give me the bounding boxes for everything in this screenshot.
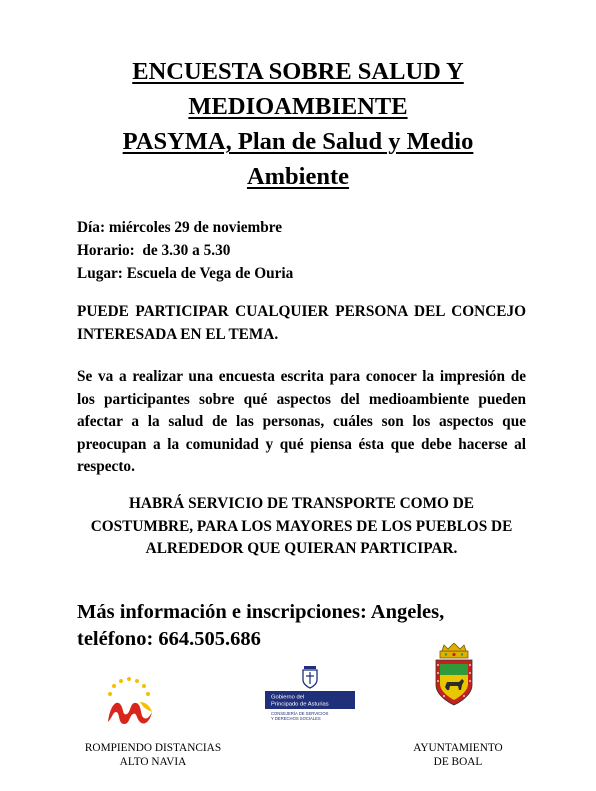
principado-asturias-logo — [265, 662, 355, 732]
contact-info — [77, 599, 444, 653]
government-line-3: CONSEJERÍA DE SERVICIOS — [271, 711, 329, 716]
title-line-3: PASYMA, Plan de Salud y Medio — [122, 128, 474, 155]
star-ring — [108, 677, 150, 696]
contact-phone: teléfono: 664.505.686 — [77, 628, 261, 650]
caption-left-line-1: ROMPIENDO DISTANCIAS — [84, 742, 222, 754]
event-details — [77, 216, 293, 285]
government-line-1: Gobierno del — [271, 694, 305, 701]
government-line-2: Principado de Asturias — [271, 701, 329, 708]
title-line-4: Ambiente — [246, 163, 350, 190]
contact-line-1: Más información e inscripciones: Angeles, — [77, 601, 445, 623]
caption-right-line-2: DE BOAL — [433, 756, 483, 768]
asturias-crest-icon — [303, 666, 317, 688]
shield-upper-band — [440, 664, 468, 675]
event-place: Lugar: Escuela de Vega de Ouria — [77, 265, 294, 282]
m-accent — [140, 702, 152, 712]
crown-icon — [440, 643, 468, 658]
boal-coat-of-arms-icon — [432, 643, 476, 707]
transport-notice: HABRÁ SERVICIO DE TRANSPORTE COMO DE COSTUMBRE, PARA LOS MAYORES DE LOS PUEBLOS DE ALREDEDOR QUE QUIERAN PARTICIPAR. — [90, 495, 513, 557]
participation-notice: PUEDE PARTICIPAR CUALQUIER PERSONA DEL CONCEJO INTERESADA EN EL TEMA. — [77, 303, 526, 343]
rompiendo-distancias-logo — [100, 672, 158, 730]
event-date: Día: miércoles 29 de noviembre — [77, 219, 283, 236]
survey-description: Se va a realizar una encuesta escrita para conocer la impresión de los participantes sobre qué aspectos del medioambiente pueden afectar a la salud de las personas, cuáles son los aspectos que preocupan a la comunidad y qué piensa ésta que debe hacerse al respecto. — [77, 368, 526, 475]
document-title — [40, 54, 556, 194]
title-line-2: MEDIOAMBIENTE — [188, 93, 408, 120]
government-line-4: Y DERECHOS SOCIALES — [271, 716, 321, 721]
event-time: Horario: de 3.30 a 5.30 — [77, 242, 231, 259]
caption-left-line-2: ALTO NAVIA — [119, 756, 187, 768]
ayuntamiento-boal-caption — [398, 741, 518, 769]
title-line-1: ENCUESTA SOBRE SALUD Y — [132, 58, 464, 85]
rompiendo-distancias-caption — [73, 741, 233, 769]
caption-right-line-1: AYUNTAMIENTO — [413, 742, 503, 754]
